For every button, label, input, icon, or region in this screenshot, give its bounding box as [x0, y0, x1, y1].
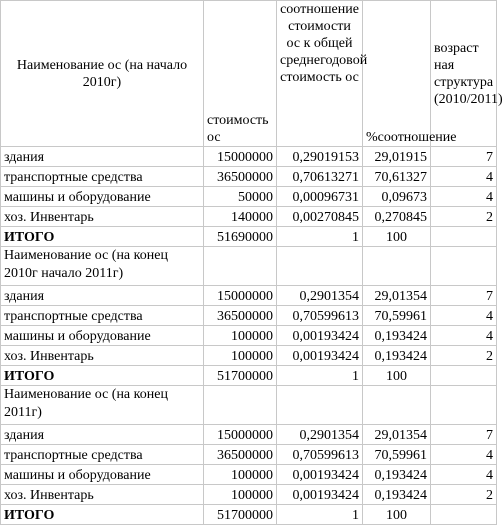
empty-cell[interactable]: [431, 386, 497, 425]
header-name: Наименование ос (на начало 2010г): [16, 57, 188, 90]
empty-cell[interactable]: [363, 386, 431, 425]
cell-pct[interactable]: 29,01915: [363, 147, 431, 167]
cell-pct[interactable]: 70,59961: [363, 445, 431, 465]
cell-cost[interactable]: 100000: [204, 465, 277, 485]
cell-name[interactable]: машины и оборудование: [1, 465, 204, 485]
cell-cost[interactable]: 15000000: [204, 147, 277, 167]
cell-pct[interactable]: 0,270845: [363, 207, 431, 227]
empty-cell[interactable]: [431, 366, 497, 386]
cell-age[interactable]: 4: [431, 167, 497, 187]
cell-age[interactable]: 2: [431, 207, 497, 227]
header-age-cell[interactable]: [431, 1, 503, 147]
cell-cost[interactable]: 100000: [204, 346, 277, 366]
cell-name[interactable]: машины и оборудование: [1, 187, 204, 207]
cell-pct[interactable]: 29,01354: [363, 425, 431, 445]
table-row: [1, 207, 497, 227]
table-row: [1, 147, 497, 167]
cell-age[interactable]: 7: [431, 425, 497, 445]
cell-cost[interactable]: 100000: [204, 326, 277, 346]
cell-age[interactable]: 7: [431, 147, 497, 167]
total-cost[interactable]: 51700000: [204, 505, 277, 525]
total-row: [1, 505, 497, 525]
total-label[interactable]: ИТОГО: [1, 366, 204, 386]
cell-ratio[interactable]: 0,29019153: [277, 147, 363, 167]
cell-pct[interactable]: 29,01354: [363, 286, 431, 306]
section-title[interactable]: Наименование ос (на конец 2011г): [1, 386, 204, 425]
header-ratio: соотношение стоимости ос к общей среднегодовой стоимость ос: [280, 2, 368, 85]
cell-name[interactable]: хоз. Инвентарь: [1, 207, 204, 227]
cell-ratio[interactable]: 0,70599613: [277, 306, 363, 326]
cell-ratio[interactable]: 0,2901354: [277, 425, 363, 445]
cell-pct[interactable]: 0,193424: [363, 485, 431, 505]
header-pct-cell[interactable]: [363, 1, 457, 147]
empty-cell[interactable]: [363, 247, 431, 286]
total-pct[interactable]: 100: [363, 366, 431, 386]
total-ratio[interactable]: 1: [277, 366, 363, 386]
cell-name[interactable]: машины и оборудование: [1, 326, 204, 346]
cell-name[interactable]: здания: [1, 286, 204, 306]
total-ratio[interactable]: 1: [277, 227, 363, 247]
cell-pct[interactable]: 70,59961: [363, 306, 431, 326]
total-cost[interactable]: 51700000: [204, 366, 277, 386]
table-row: [1, 485, 497, 505]
table-row: [1, 425, 497, 445]
cell-cost[interactable]: 15000000: [204, 425, 277, 445]
total-pct[interactable]: 100: [363, 227, 431, 247]
table-row: [1, 306, 497, 326]
cell-ratio[interactable]: 0,2901354: [277, 286, 363, 306]
header-row: [1, 1, 497, 147]
header-pct: %соотношение: [366, 130, 457, 145]
header-ratio-cell[interactable]: [277, 1, 368, 147]
cell-age[interactable]: 2: [431, 485, 497, 505]
empty-cell[interactable]: [204, 386, 277, 425]
total-ratio[interactable]: 1: [277, 505, 363, 525]
total-label[interactable]: ИТОГО: [1, 505, 204, 525]
header-name-cell[interactable]: [1, 1, 204, 147]
total-cost[interactable]: 51690000: [204, 227, 277, 247]
cell-ratio[interactable]: 0,70613271: [277, 167, 363, 187]
header-cost-cell[interactable]: [204, 1, 277, 147]
table-row: [1, 286, 497, 306]
cell-name[interactable]: хоз. Инвентарь: [1, 346, 204, 366]
cell-age[interactable]: 4: [431, 326, 497, 346]
section-title-row: [1, 386, 497, 425]
cell-cost[interactable]: 36500000: [204, 306, 277, 326]
cell-cost[interactable]: 100000: [204, 485, 277, 505]
cell-pct[interactable]: 0,193424: [363, 465, 431, 485]
cell-ratio[interactable]: 0,00193424: [277, 346, 363, 366]
cell-name[interactable]: транспортные средства: [1, 445, 204, 465]
cell-name[interactable]: транспортные средства: [1, 306, 204, 326]
cell-name[interactable]: транспортные средства: [1, 167, 204, 187]
cell-ratio[interactable]: 0,00270845: [277, 207, 363, 227]
cell-pct[interactable]: 0,09673: [363, 187, 431, 207]
cell-age[interactable]: 2: [431, 346, 497, 366]
total-label[interactable]: ИТОГО: [1, 227, 204, 247]
section-title[interactable]: Наименование ос (на конец 2010г начало 2011г): [1, 247, 204, 286]
empty-cell[interactable]: [277, 247, 363, 286]
table-row: [1, 346, 497, 366]
cell-cost[interactable]: 50000: [204, 187, 277, 207]
cell-pct[interactable]: 0,193424: [363, 346, 431, 366]
cell-age[interactable]: 4: [431, 187, 497, 207]
table-row: [1, 187, 497, 207]
cell-name[interactable]: здания: [1, 425, 204, 445]
cell-ratio[interactable]: 0,00096731: [277, 187, 363, 207]
empty-cell[interactable]: [431, 505, 497, 525]
total-pct[interactable]: 100: [363, 505, 431, 525]
cell-age[interactable]: 4: [431, 465, 497, 485]
cell-age[interactable]: 4: [431, 306, 497, 326]
table-row: [1, 465, 497, 485]
total-row: [1, 227, 497, 247]
table-row: [1, 326, 497, 346]
empty-cell[interactable]: [431, 227, 497, 247]
cell-cost[interactable]: 36500000: [204, 445, 277, 465]
empty-cell[interactable]: [431, 247, 497, 286]
cell-cost[interactable]: 140000: [204, 207, 277, 227]
cell-name[interactable]: хоз. Инвентарь: [1, 485, 204, 505]
section-title-row: [1, 247, 497, 286]
table-row: [1, 445, 497, 465]
empty-cell[interactable]: [204, 247, 277, 286]
cell-pct[interactable]: 70,61327: [363, 167, 431, 187]
cell-ratio[interactable]: 0,00193424: [277, 326, 363, 346]
cell-age[interactable]: 7: [431, 286, 497, 306]
table-row: [1, 167, 497, 187]
cell-pct[interactable]: 0,193424: [363, 326, 431, 346]
header-age: возраст ная структура (2010/2011): [434, 40, 503, 107]
cell-ratio[interactable]: 0,70599613: [277, 445, 363, 465]
cell-cost[interactable]: 15000000: [204, 286, 277, 306]
cell-name[interactable]: здания: [1, 147, 204, 167]
header-cost: стоимость ос: [207, 113, 269, 145]
cell-ratio[interactable]: 0,00193424: [277, 485, 363, 505]
cell-ratio[interactable]: 0,00193424: [277, 465, 363, 485]
cell-age[interactable]: 4: [431, 445, 497, 465]
total-row: [1, 366, 497, 386]
empty-cell[interactable]: [277, 386, 363, 425]
cell-cost[interactable]: 36500000: [204, 167, 277, 187]
